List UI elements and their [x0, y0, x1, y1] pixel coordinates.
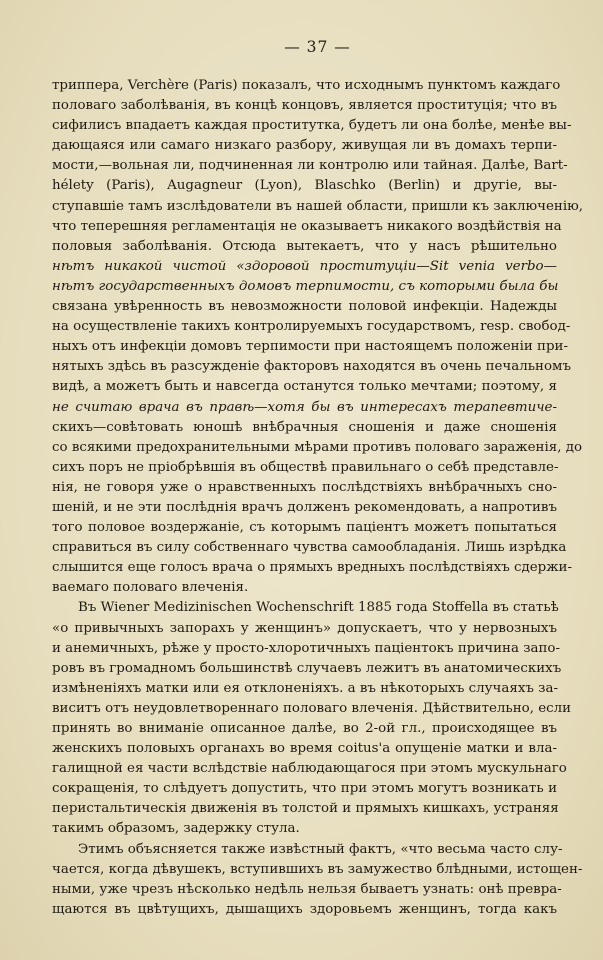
text-line: и анемичныхъ, рѣже у просто-хлоротичныхъ паціентокъ причина запо-: [52, 640, 560, 656]
text-line: такимъ образомъ, задержку стула.: [52, 821, 300, 837]
text-line: ныхъ отъ инфекціи домовъ терпимости при настоящемъ положеніи при-: [52, 339, 568, 355]
text-line: женскихъ половыхъ органахъ во время coitus'а опущеніе матки и вла-: [52, 741, 557, 757]
text-line: Этимъ объясняется также извѣстный фактъ, «что весьма часто слу-: [78, 841, 563, 857]
text-line: нятыхъ здѣсь въ разсужденіе факторовъ находятся въ очень печальномъ: [52, 359, 571, 375]
text-line: ными, уже чрезъ нѣсколько недѣль нельзя бываетъ узнать: онѣ превра-: [52, 881, 562, 897]
text-line: hélety (Paris), Augagneur (Lyon), Blaschko (Berlin) и другіе, вы-: [52, 178, 557, 194]
text-line: того половое воздержаніе, съ которымъ паціентъ можетъ попытаться: [52, 520, 557, 536]
text-line: справиться въ силу собственнаго чувства самообладанія. Лишь изрѣдка: [52, 540, 567, 556]
text-line: на осуществленіе такихъ контролируемыхъ государствомъ, resp. свобод-: [52, 319, 571, 335]
text-line: Въ Wiener Medizinischen Wochenschrift 1885 года Stoffella въ статьѣ: [78, 600, 559, 616]
page-number: — 37 —: [284, 38, 351, 56]
text-line: ровъ въ громадномъ большинствѣ случаевъ лежитъ въ анатомическихъ: [52, 660, 562, 676]
text-line: сифилисъ впадаетъ каждая проститутка, будетъ ли она болѣе, менѣе вы-: [52, 118, 572, 134]
text-line: галищной ея части вслѣдствіе наблюдающагося при этомъ мускульнаго: [52, 761, 567, 777]
text-line: щаются въ цвѣтущихъ, дышащихъ здоровьемъ женщинъ, тогда какъ: [52, 901, 557, 917]
text-line: видѣ, а можетъ быть и навсегда останутся только мечтами; поэтому, я: [52, 379, 557, 395]
text-line: мости,—вольная ли, подчиненная ли контролю или тайная. Далѣе, Bart-: [52, 158, 568, 174]
text-line: скихъ—совѣтовать юношѣ внѣбрачныя сношенія и даже сношенія: [52, 419, 557, 435]
text-line: шеній, и не эти послѣднія врачъ долженъ рекомендовать, а напротивъ: [52, 499, 557, 515]
text-line: ступавшіе тамъ изслѣдователи въ нашей области, пришли къ заключенію,: [52, 198, 584, 214]
text-line: половаго заболѣванія, въ концѣ концовъ, является проституція; что въ: [52, 98, 557, 114]
text-line: связана увѣренность въ невозможности половой инфекціи. Надежды: [52, 299, 557, 315]
text-line: ваемаго половаго влеченія.: [52, 580, 249, 596]
text-line: что теперешняя регламентація не оказываетъ никакого воздѣйствія на: [52, 218, 562, 234]
text-line: нія, не говоря уже о нравственныхъ послѣдствіяхъ внѣбрачныхъ сно-: [52, 479, 557, 495]
text-line: со всякими предохранительными мѣрами противъ половаго зараженія, до: [52, 439, 583, 455]
paragraph-3: [52, 840, 583, 920]
text-line: виситъ отъ неудовлетвореннаго половаго влеченія. Дѣйствительно, если: [52, 700, 572, 716]
text-line: «о привычныхъ запорахъ у женщинъ» допускаетъ, что у нервозныхъ: [52, 620, 557, 636]
text-line: не считаю врача въ правѣ—хотя бы въ интересахъ терапевтиче-: [52, 399, 557, 415]
text-line: принять во вниманіе описанное далѣе, во 2-ой гл., происходящее въ: [52, 721, 557, 736]
text-line: чается, когда дѣвушекъ, вступившихъ въ замужество блѣдными, истощен-: [52, 861, 583, 877]
text-line: половыя заболѣванія. Отсюда вытекаетъ, что у насъ рѣшительно: [52, 238, 557, 254]
text-line: слышится еще голосъ врача о прямыхъ вредныхъ послѣдствіяхъ сдержи-: [52, 560, 572, 576]
paragraph-1: [52, 76, 584, 598]
text-line: дающаяся или самаго низкаго разбору, живущая ли въ домахъ терпи-: [52, 138, 557, 154]
text-line: перистальтическія движенія въ толстой и прямыхъ кишкахъ, устраняя: [52, 801, 559, 817]
text-line: измѣненіяхъ матки или ея отклоненіяхъ. а въ нѣкоторыхъ случаяхъ за-: [52, 680, 558, 696]
text-line: сокращенія, то слѣдуетъ допустить, что при этомъ могутъ возникать и: [52, 781, 557, 797]
paragraph-2: [52, 598, 572, 839]
text-line: нѣтъ никакой чистой «здоровой проституціи—Sit venia verbo—: [52, 258, 557, 274]
text-line: триппера, Verchère (Paris) показалъ, что исходнымъ пунктомъ каждаго: [52, 78, 561, 93]
text-line: нѣтъ государственныхъ домовъ терпимости, съ которыми была бы: [52, 278, 559, 294]
text-line: сихъ поръ не пріобрѣвшія въ обществѣ правильнаго о себѣ представле-: [52, 459, 559, 475]
